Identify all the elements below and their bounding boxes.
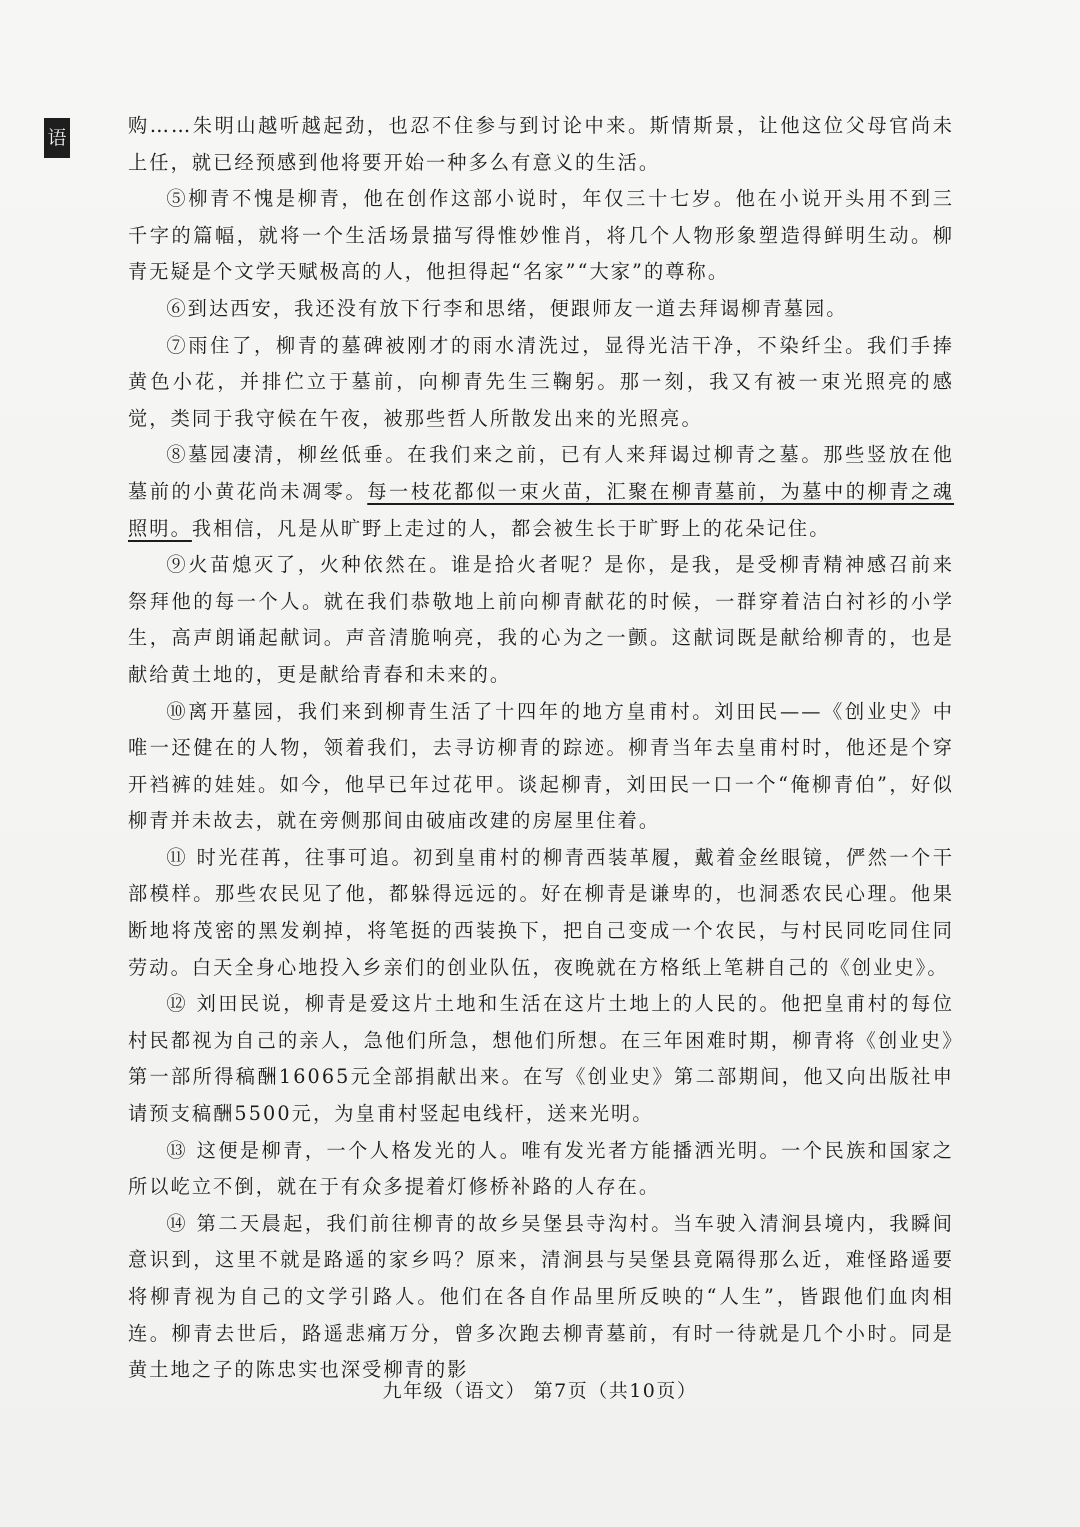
subject-tab: 语 (44, 118, 70, 158)
paragraph-12: ⑫ 刘田民说，柳青是爱这片土地和生活在这片土地上的人民的。他把皇甫村的每位村民都视为自己的亲人，急他们所急，想他们所想。在三年困难时期，柳青将《创业史》第一部所得稿酬16065元全部捐献出来。在写《创业史》第二部期间，他又向出版社申请预支稿酬5500元，为皇甫村竖起电线杆，送来光明。 (128, 992, 954, 1126)
paragraph-10: ⑩离开墓园，我们来到柳青生活了十四年的地方皇甫村。刘田民——《创业史》中唯一还健在的人物，领着我们，去寻访柳青的踪迹。柳青当年去皇甫村时，他还是个穿开裆裤的娃娃。如今，他早已年过花甲。谈起柳青，刘田民一口一个“俺柳青伯”，好似柳青并未故去，就在旁侧那间由破庙改建的房屋里住着。 (128, 699, 954, 833)
paragraph-8-before: ⑧墓园凄清，柳丝低垂。在我们来之前，已有人来拜谒过柳青之墓。那些竖放在他墓前的小黄花尚未凋零。 (128, 443, 954, 503)
paragraph-8 (128, 437, 954, 547)
paragraph-4-continued: 购……朱明山越听越起劲，也忍不住参与到讨论中来。斯情斯景，让他这位父母官尚未上任，就已经预感到他将要开始一种多么有意义的生活。 (128, 114, 954, 174)
paragraph-6: ⑥到达西安，我还没有放下行李和思绪，便跟师友一道去拜谒柳青墓园。 (166, 296, 848, 320)
paragraph-14: ⑭ 第二天晨起，我们前往柳青的故乡吴堡县寺沟村。当车驶入清涧县境内，我瞬间意识到，这里不就是路遥的家乡吗？原来，清涧县与吴堡县竟隔得那么近，难怪路遥要将柳青视为自己的文学引路人。他们在各自作品里所反映的“人生”，皆跟他们血肉相连。柳青去世后，路遥悲痛万分，曾多次跑去柳青墓前，有时一待就是几个小时。同是黄土地之子的陈忠实也深受柳青的影 (128, 1211, 954, 1382)
page-footer: 九年级（语文） 第7页（共10页） (382, 1380, 698, 1402)
paragraph-5: ⑤柳青不愧是柳青，他在创作这部小说时，年仅三十七岁。他在小说开头用不到三千字的篇幅，就将一个生活场景描写得惟妙惟肖，将几个人物形象塑造得鲜明生动。柳青无疑是个文学天赋极高的人，他担得起“名家”“大家”的尊称。 (128, 187, 954, 284)
paragraph-7: ⑦雨住了，柳青的墓碑被刚才的雨水清洗过，显得光洁干净，不染纤尘。我们手捧黄色小花，并排伫立于墓前，向柳青先生三鞠躬。那一刻，我又有被一束光照亮的感觉，类同于我守候在午夜，被那些哲人所散发出来的光照亮。 (128, 333, 954, 430)
underlined-sentence: 每一枝花都似一束火苗，汇聚在柳青墓前，为墓中的柳青之魂照明。 (128, 479, 955, 540)
paragraph-8-after: 我相信，凡是从旷野上走过的人，都会被生长于旷野上的花朵记住。 (191, 516, 831, 540)
paragraph-9: ⑨火苗熄灭了，火种依然在。谁是拾火者呢？是你，是我，是受柳青精神感召前来祭拜他的每一个人。就在我们恭敬地上前向柳青献花的时候，一群穿着洁白衬衫的小学生，高声朗诵起献词。声音清脆响亮，我的心为之一颤。这献词既是献给柳青的，也是献给黄土地的，更是献给青春和未来的。 (128, 553, 954, 686)
paragraph-11: ⑪ 时光荏苒，往事可追。初到皇甫村的柳青西装革履，戴着金丝眼镜，俨然一个干部模样。那些农民见了他，都躲得远远的。好在柳青是谦卑的，也洞悉农民心理。他果断地将茂密的黑发剃掉，将笔挺的西装换下，把自己变成一个农民，与村民同吃同住同劳动。白天全身心地投入乡亲们的创业队伍，夜晚就在方格纸上笔耕自己的《创业史》。 (128, 845, 954, 979)
paragraph-13: ⑬ 这便是柳青，一个人格发光的人。唯有发光者方能播洒光明。一个民族和国家之所以屹立不倒，就在于有众多提着灯修桥补路的人存在。 (128, 1138, 954, 1199)
passage-body (128, 108, 954, 1389)
